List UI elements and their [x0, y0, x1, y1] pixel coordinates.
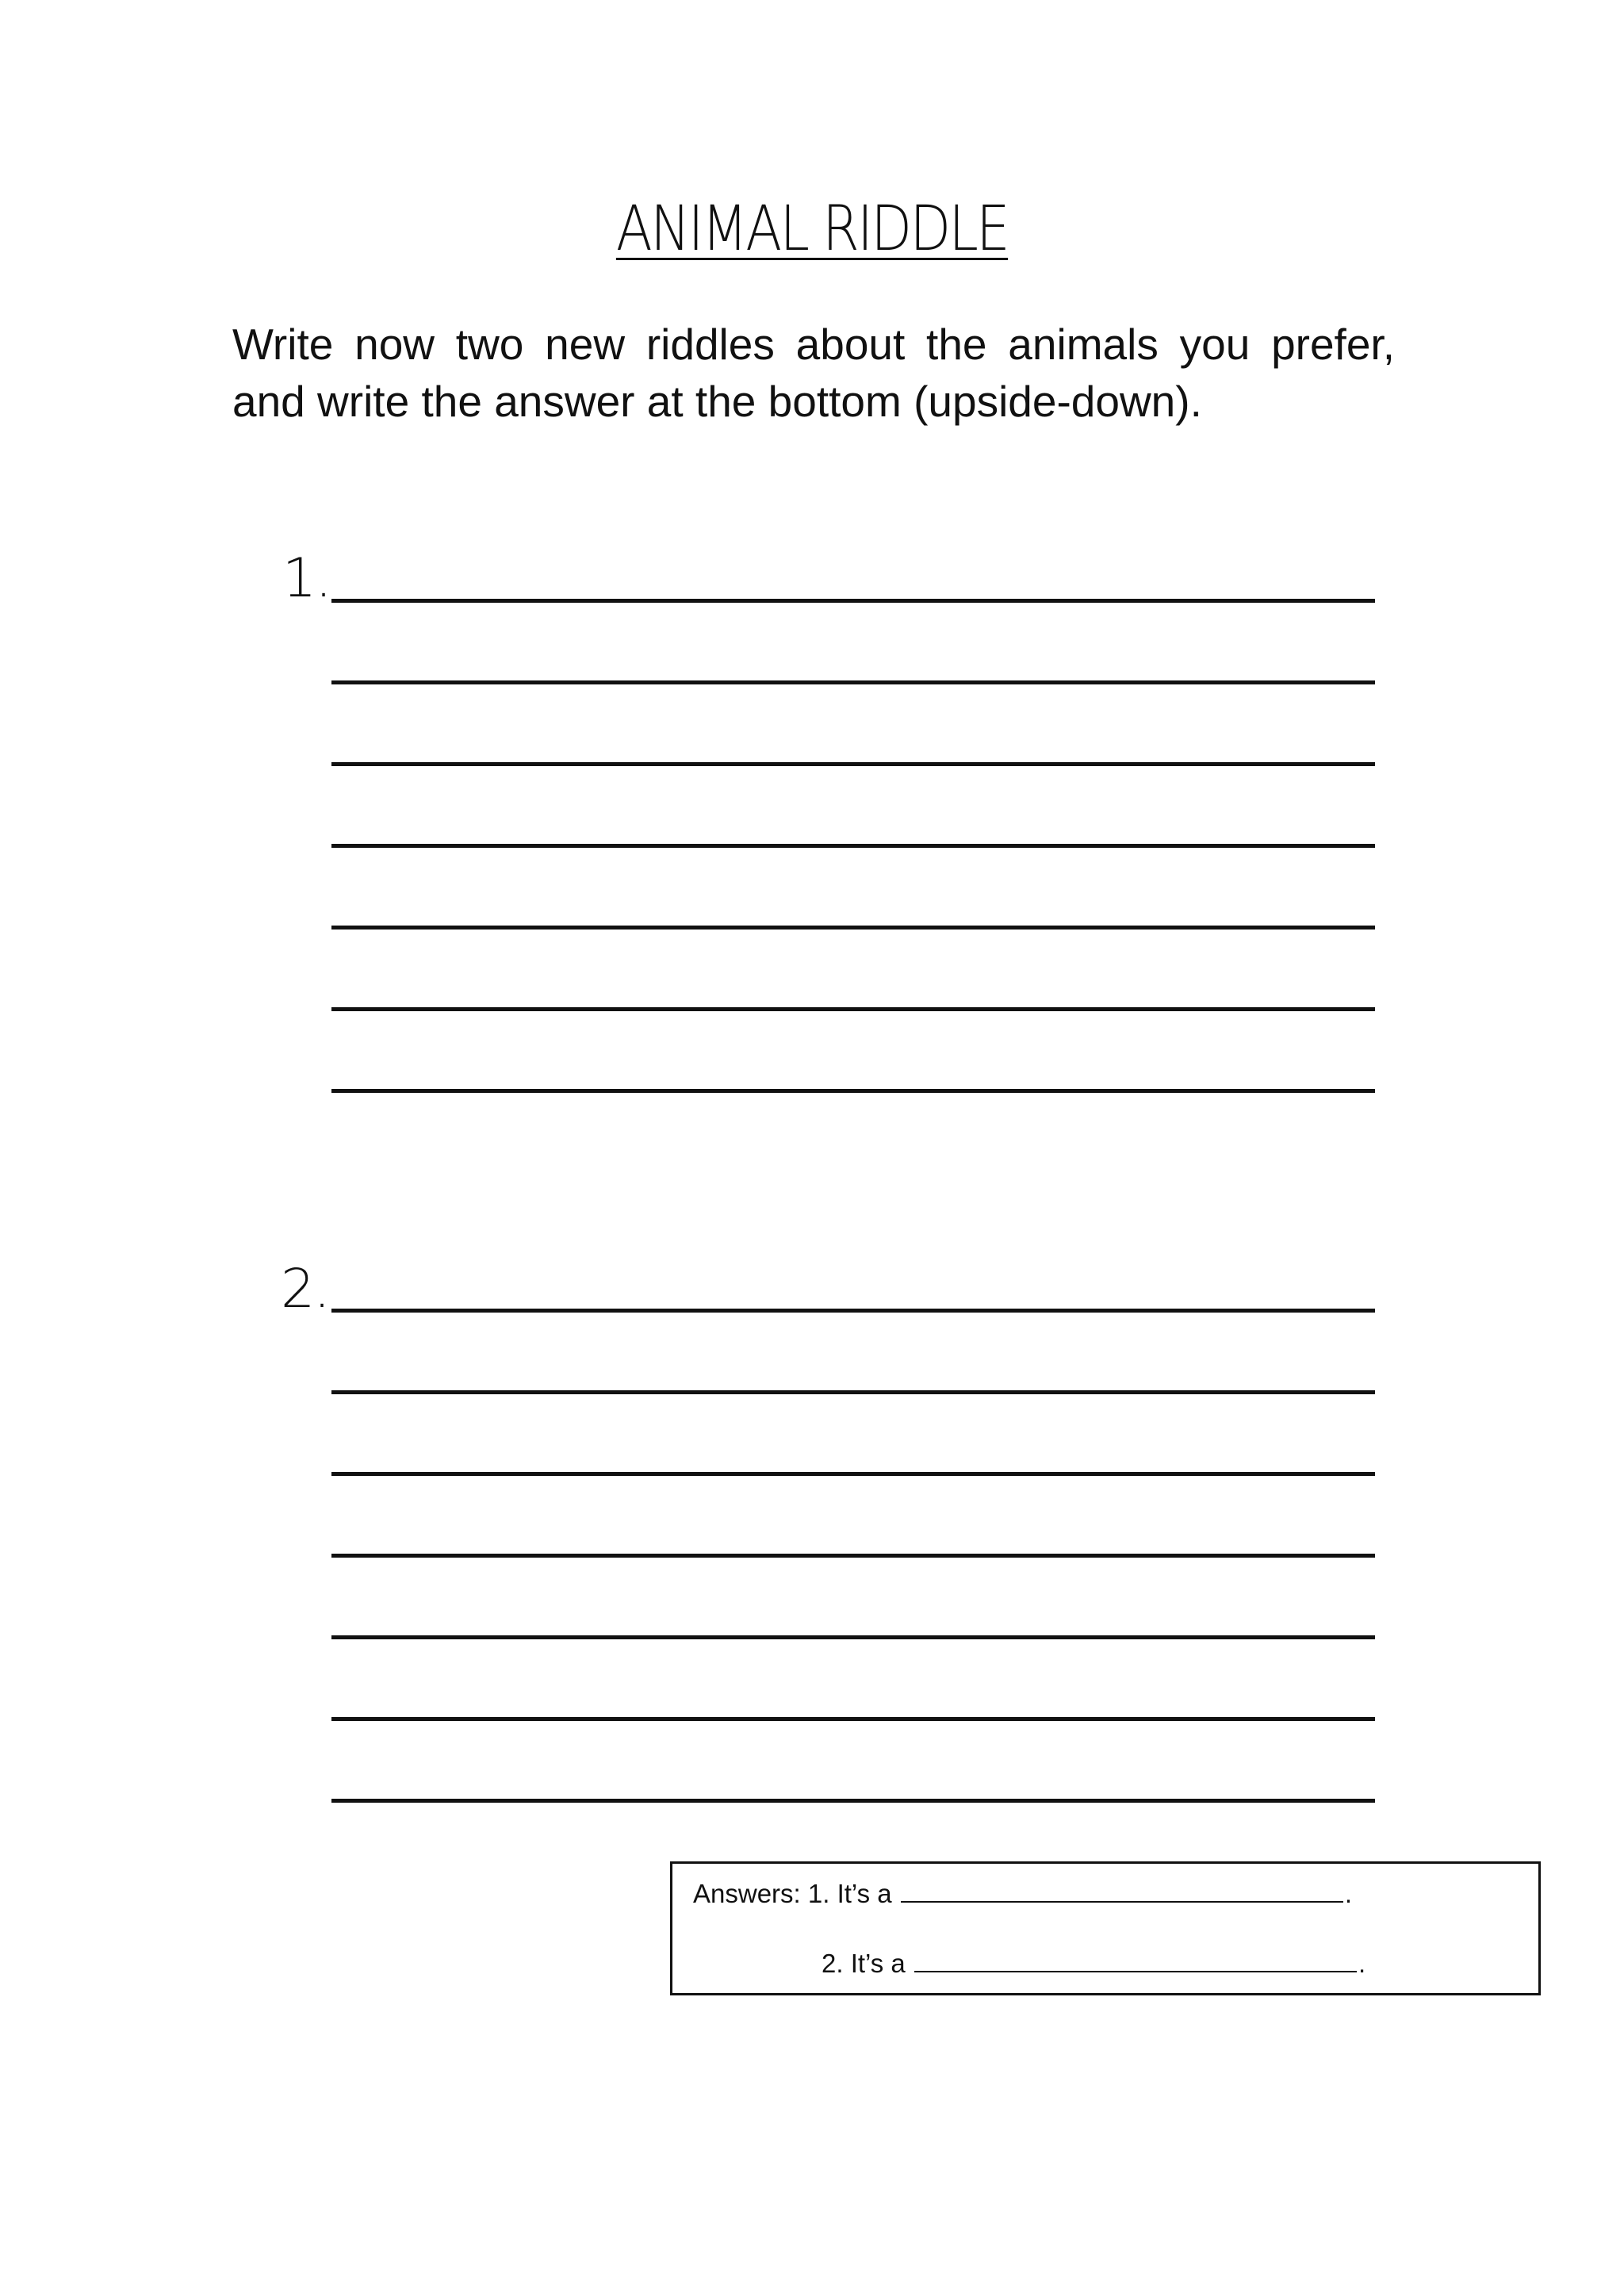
- riddle-1-writing-line-2: [331, 680, 1375, 684]
- answers-box: [670, 1861, 1541, 1995]
- answer-2-period: .: [1358, 1949, 1366, 1978]
- answer-2-blank: [914, 1971, 1357, 1972]
- riddle-1-number: 1.: [282, 547, 331, 610]
- riddle-2-writing-line-7: [331, 1799, 1375, 1803]
- page-title: ANIMAL RIDDLE: [615, 194, 1009, 265]
- riddle-1-writing-line-1: [331, 599, 1375, 603]
- answer-1-label: Answers: 1. It’s a: [693, 1879, 892, 1908]
- answer-2-line: [822, 1948, 1365, 1980]
- riddle-2-writing-line-2: [331, 1390, 1375, 1394]
- riddle-1-writing-line-7: [331, 1089, 1375, 1093]
- riddle-2-writing-line-4: [331, 1554, 1375, 1558]
- riddle-1-writing-line-6: [331, 1007, 1375, 1011]
- riddle-1-writing-line-4: [331, 844, 1375, 848]
- riddle-2-number: 2.: [281, 1258, 329, 1320]
- answer-2-label: 2. It’s a: [822, 1949, 906, 1978]
- answer-1-blank: [901, 1901, 1343, 1903]
- riddle-2-writing-line-3: [331, 1472, 1375, 1476]
- riddle-2-writing-line-5: [331, 1635, 1375, 1639]
- answer-1-period: .: [1344, 1879, 1353, 1908]
- riddle-1-writing-line-5: [331, 926, 1375, 930]
- riddle-1-writing-line-3: [331, 762, 1375, 766]
- instructions-text: Write now two new riddles about the animals you prefer, and write the answer at the bottom (upside-down).: [232, 320, 1395, 426]
- riddle-2-writing-line-6: [331, 1717, 1375, 1721]
- riddle-2-writing-line-1: [331, 1309, 1375, 1313]
- answer-1-line: [693, 1878, 1352, 1910]
